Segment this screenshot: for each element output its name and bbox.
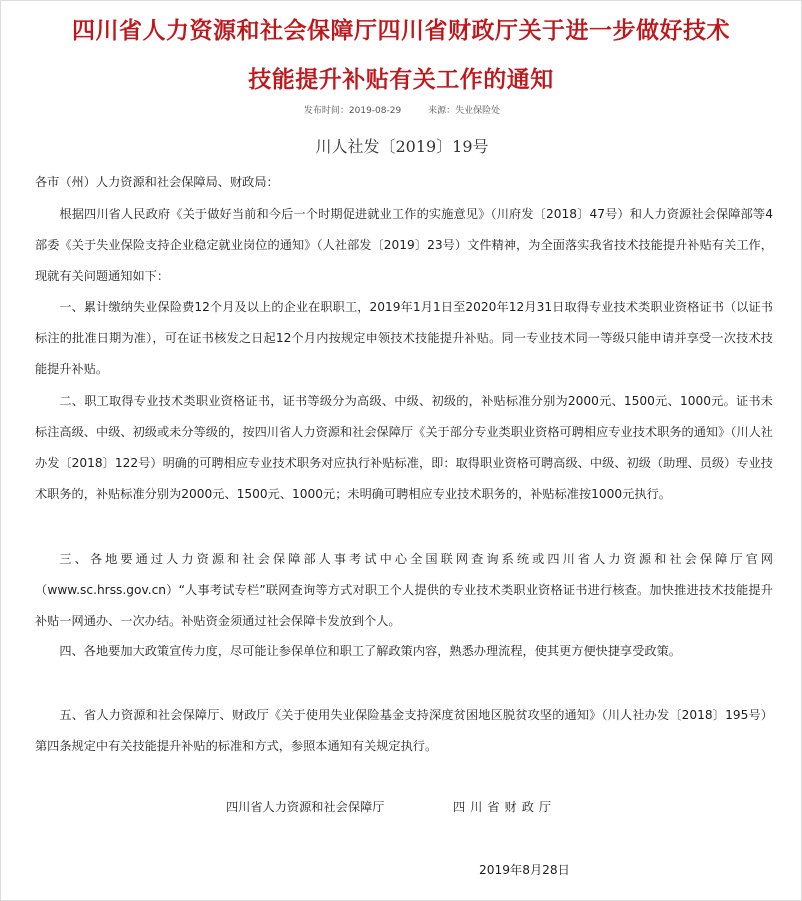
publish-meta [1, 103, 802, 116]
paragraph-item-2: 二、职工取得专业技术类职业资格证书，证书等级分为高级、中级、初级的，补贴标准分别为2000元、1500元、1000元。证书未标注高级、中级、初级或未分等级的，按四川省人力资源和社会保障厅《关于部分专业类职业资格可聘相应专业技术职务的通知》（川人社办发〔2018〕122号）明确的可聘相应专业技术职务对应执行补贴标准，即：取得职业资格可聘高级、中级、初级（助理、员级）专业技术职务的，补贴标准分别为2000元、1500元、1000元；未明确可聘相应专业技术职务的，补贴标准按1000元执行。 [35, 394, 773, 501]
document-title-line-2: 技能提升补贴有关工作的通知 [248, 67, 554, 93]
paragraph-item-1: 一、累计缴纳失业保险费12个月及以上的企业在职职工，2019年1月1日至2020年12月31日取得专业技术类职业资格证书（以证书标注的批准日期为准），可在证书核发之日起12个月内按规定申领技术技能提升补贴。同一专业技术同一等级只能申请并享受一次技术技能提升补贴。 [35, 300, 773, 376]
document-title-line-1: 四川省人力资源和社会保障厅四川省财政厅关于进一步做好技术 [72, 18, 730, 44]
source-label: 来源：失业保险处 [428, 106, 501, 116]
signature-hr-department: 四川省人力资源和社会保障厅 [226, 800, 385, 814]
document-number: 川人社发〔2019〕19号 [315, 137, 489, 156]
issue-date: 2019年8月28日 [479, 863, 570, 877]
paragraph-item-4: 四、各地要加大政策宣传力度，尽可能让参保单位和职工了解政策内容，熟悉办理流程，使其更方便快捷享受政策。 [59, 644, 681, 658]
paragraph-item-5: 五、省人力资源和社会保障厅、财政厅《关于使用失业保险基金支持深度贫困地区脱贫攻坚的通知》（川人社办发〔2018〕195号）第四条规定中有关技能提升补贴的标准和方式，参照本通知有关规定执行。 [35, 708, 773, 753]
signature-finance-department: 四川省财政厅 [453, 800, 557, 814]
salutation: 各市（州）人力资源和社会保障局、财政局： [35, 175, 279, 189]
publish-time: 发布时间：2019-08-29 [303, 106, 402, 116]
paragraph-intro: 根据四川省人民政府《关于做好当前和今后一个时期促进就业工作的实施意见》（川府发〔2018〕47号）和人力资源社会保障部等4部委《关于失业保险支持企业稳定就业岗位的通知》（人社部发〔2019〕23号）文件精神，为全面落实我省技术技能提升补贴有关工作，现就有关问题通知如下： [35, 207, 773, 283]
paragraph-item-3: 三、各地要通过人力资源和社会保障部人事考试中心全国联网查询系统或四川省人力资源和社会保障厅官网（www.sc.hrss.gov.cn）“人事考试专栏”联网查询等方式对职工个人提供的专业技术类职业资格证书进行核查。加快推进技术技能提升补贴一网通办、一次办结。补贴资金须通过社会保障卡发放到个人。 [35, 552, 773, 628]
